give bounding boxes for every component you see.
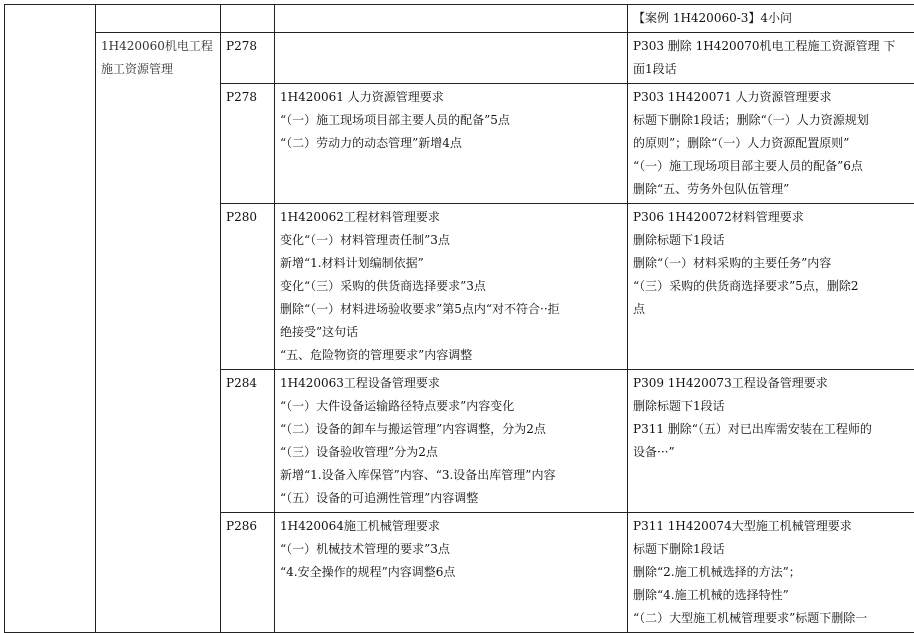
old-content-line: 绝接受”这句话 [280, 321, 622, 344]
old-content-cell [275, 33, 628, 84]
section-cell-empty [96, 5, 221, 33]
new-content-cell [628, 84, 914, 204]
new-content-line: 删除标题下1段话 [633, 395, 914, 418]
new-content-line: P309 1H420073工程设备管理要求 [633, 372, 914, 395]
old-content-line: 新增“1.设备入库保管”内容、“3.设备出库管理”内容 [280, 464, 622, 487]
new-content-cell [628, 370, 914, 513]
new-content-line: 面1段话 [633, 58, 914, 81]
new-content-line: 删除“2.施工机械选择的方法”； [633, 561, 914, 584]
new-content-line: 点 [633, 298, 914, 321]
old-content-line: “（三）设备验收管理”分为2点 [280, 441, 622, 464]
new-content-line: 【案例 1H420060-3】4小问 [633, 7, 914, 30]
old-content-line: “4.安全操作的规程”内容调整6点 [280, 561, 622, 584]
new-content-line: 删除“4.施工机械的选择特性” [633, 584, 914, 607]
page-cell: P286 [221, 513, 275, 633]
new-content-cell [628, 33, 914, 84]
new-content-line: P311 删除“（五）对已出库需安装在工程师的 [633, 418, 914, 441]
old-content-line: “（五）设备的可追溯性管理”内容调整 [280, 487, 622, 510]
page-cell: P284 [221, 370, 275, 513]
table-row [5, 33, 914, 84]
chapter-cell [5, 5, 96, 633]
old-content-line: 变化“（三）采购的供货商选择要求”3点 [280, 275, 622, 298]
old-content-line: “（一）机械技术管理的要求”3点 [280, 538, 622, 561]
old-content-cell [275, 370, 628, 513]
new-content-line: 删除标题下1段话 [633, 229, 914, 252]
old-content-cell [275, 5, 628, 33]
new-content-line: 的原则”；删除“（一）人力资源配置原则” [633, 132, 914, 155]
new-content-line: 标题下删除1段话；删除“（一）人力资源规划 [633, 109, 914, 132]
new-content-line: 设备···” [633, 441, 914, 464]
new-content-line: P303 删除 1H420070机电工程施工资源管理 下 [633, 35, 914, 58]
old-content-cell [275, 84, 628, 204]
new-content-cell [628, 204, 914, 370]
old-content-line: “（一）施工现场项目部主要人员的配备”5点 [280, 109, 622, 132]
page-cell [221, 5, 275, 33]
old-content-line: 新增“1.材料计划编制依据” [280, 252, 622, 275]
new-content-line: P306 1H420072材料管理要求 [633, 206, 914, 229]
new-content-line: 删除“五、劳务外包队伍管理” [633, 178, 914, 201]
comparison-table [4, 4, 914, 633]
new-content-line: P303 1H420071 人力资源管理要求 [633, 86, 914, 109]
old-content-line: “（二）设备的卸车与搬运管理”内容调整，分为2点 [280, 418, 622, 441]
page-cell: P278 [221, 84, 275, 204]
section-title-cell [96, 33, 221, 633]
old-content-cell [275, 204, 628, 370]
new-content-line: “（三）采购的供货商选择要求”5点，删除2 [633, 275, 914, 298]
old-content-line: 1H420062工程材料管理要求 [280, 206, 622, 229]
old-content-line: “（一）大件设备运输路径特点要求”内容变化 [280, 395, 622, 418]
old-content-line: “五、危险物资的管理要求”内容调整 [280, 344, 622, 367]
old-content-line: 变化“（一）材料管理责任制”3点 [280, 229, 622, 252]
page-cell: P278 [221, 33, 275, 84]
old-content-line: 1H420064施工机械管理要求 [280, 515, 622, 538]
table-row [5, 5, 914, 33]
old-content-cell [275, 513, 628, 633]
old-content-line: 1H420063工程设备管理要求 [280, 372, 622, 395]
page-cell: P280 [221, 204, 275, 370]
new-content-line: 标题下删除1段话 [633, 538, 914, 561]
section-title: 1H420060机电工程施工资源管理 [101, 35, 215, 81]
new-content-cell [628, 513, 914, 633]
new-content-line: “（二）大型施工机械管理要求”标题下删除一 [633, 607, 914, 630]
new-content-line: P311 1H420074大型施工机械管理要求 [633, 515, 914, 538]
new-content-cell [628, 5, 914, 33]
new-content-line: 删除“（一）材料采购的主要任务”内容 [633, 252, 914, 275]
new-content-line: “（一）施工现场项目部主要人员的配备”6点 [633, 155, 914, 178]
old-content-line: 删除“（一）材料进场验收要求”第5点内“对不符合··拒 [280, 298, 622, 321]
old-content-line: 1H420061 人力资源管理要求 [280, 86, 622, 109]
old-content-line: “（二）劳动力的动态管理”新增4点 [280, 132, 622, 155]
